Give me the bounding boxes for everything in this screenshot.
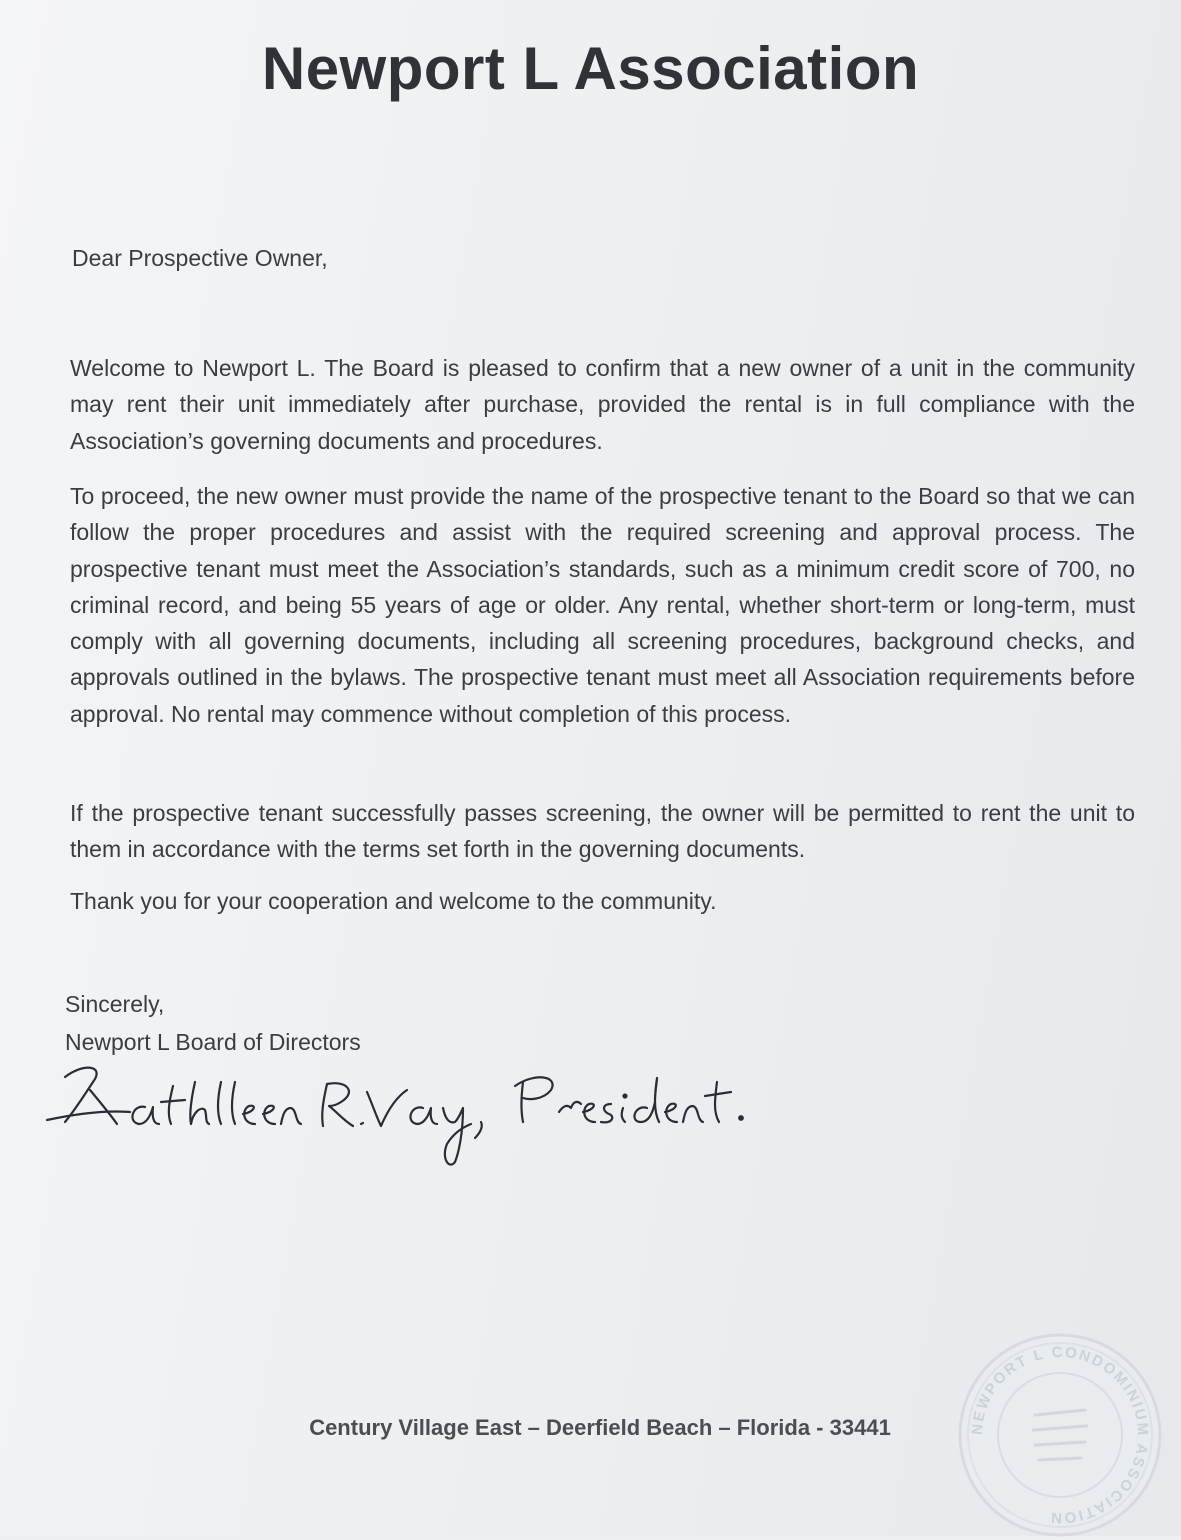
paragraph-thanks: Thank you for your cooperation and welcome to the community. xyxy=(70,888,717,914)
footer-address: Century Village East – Deerfield Beach – Florida - 33441 xyxy=(309,1415,891,1440)
salutation: Dear Prospective Owner, xyxy=(72,245,328,271)
handwritten-signature xyxy=(35,1052,755,1172)
closing-block xyxy=(65,985,361,1061)
seal-text: NEWPORT L CONDOMINIUM ASSOCIATION xyxy=(968,1343,1152,1527)
closing-text: Sincerely, xyxy=(65,991,165,1017)
embossed-seal-icon xyxy=(955,1330,1165,1540)
paragraph-procedure: To proceed, the new owner must provide the name of the prospective tenant to the Board so that we can follow the proper procedures and assist with the required screening and approval process. The prospective tenant must meet the Association’s standards, such as a minimum credit score of 700, no criminal record, and being 55 years of age or older. Any rental, whether short-term or long-term, must comply with all governing documents, including all screening procedures, background checks, and approvals outlined in the bylaws. The prospective tenant must meet all Association requirements before approval. No rental may commence without completion of this process. xyxy=(70,483,1135,727)
signatory-name: Newport L Board of Directors xyxy=(65,1029,361,1055)
paragraph-welcome: Welcome to Newport L. The Board is pleased to confirm that a new owner of a unit in the community may rent their unit immediately after purchase, provided the rental is in full compliance with the Association’s governing documents and procedures. xyxy=(70,355,1135,454)
paragraph-screening-result: If the prospective tenant successfully passes screening, the owner will be permitted to rent the unit to them in accordance with the terms set forth in the governing documents. xyxy=(70,800,1135,863)
letter-title: Newport L Association xyxy=(261,35,920,102)
